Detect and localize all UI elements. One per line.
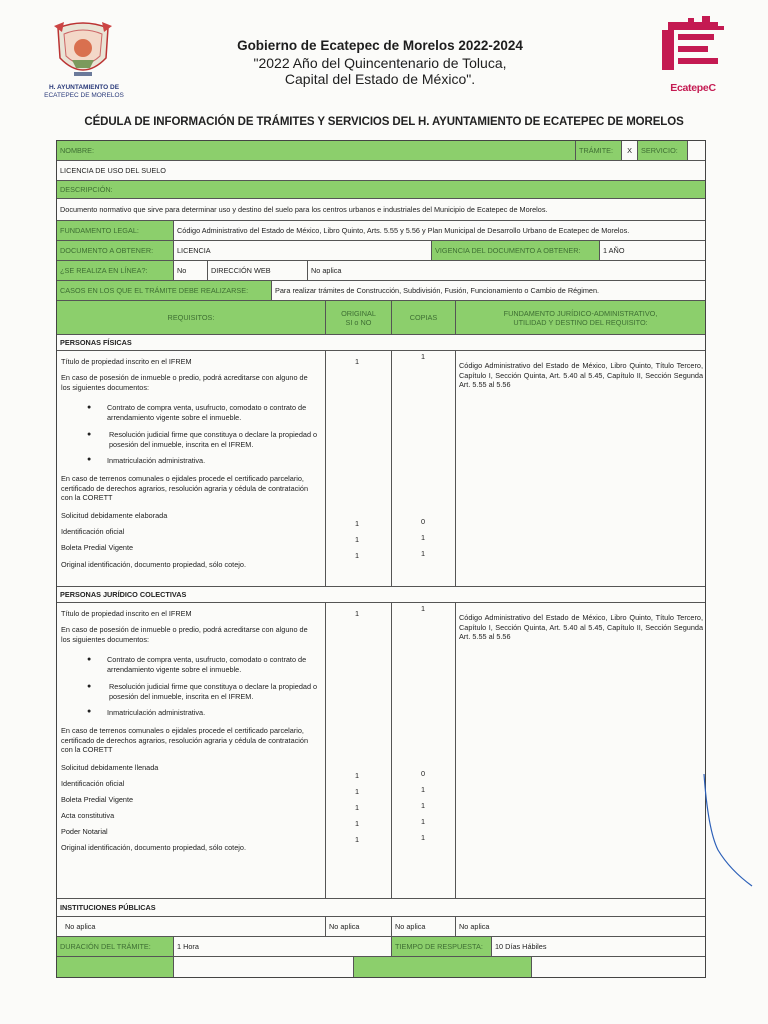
- colectivas-req-boleta: Boleta Predial Vigente: [61, 795, 134, 804]
- section-fisicas: [57, 351, 705, 587]
- fisicas-orig-solicitud: 1: [354, 519, 360, 528]
- colectivas-copy-id: 1: [420, 785, 426, 794]
- colectivas-req-acta: Acta constitutiva: [61, 811, 115, 820]
- instituciones-c4: No aplica: [455, 917, 705, 936]
- bullet-icon: ●: [87, 708, 92, 715]
- col-requisitos: REQUISITOS:: [167, 313, 215, 322]
- duracion-value: 1 Hora: [173, 937, 391, 956]
- row-instituciones: [57, 917, 705, 937]
- fisicas-req-ejidal: En caso de terrenos comunales o ejidales procede el certificado parcelario, certificado de derechos agrarios, resolución agraria y cédula de contratación con la CORETT: [61, 474, 309, 503]
- seal-caption-line1: H. AYUNTAMIENTO DE: [48, 84, 120, 91]
- fisicas-copy-boleta: 1: [420, 549, 426, 558]
- colectivas-fundamento: Código Administrativo del Estado de México, Libro Quinto, Título Tercero, Capítulo I, Sección Quinta, Art. 5.40 al 5.45, Capítulo II, Sección Segunda Art. 5.55 al 5.56: [459, 613, 703, 642]
- municipal-seal: [50, 20, 116, 82]
- section-colectivas: [57, 603, 705, 899]
- fisicas-copy-solicitud: 0: [420, 517, 426, 526]
- row-column-headers: [57, 301, 705, 335]
- colectivas-bullet1: Contrato de compra venta, usufructo, comodato o contrato de arrendamiento vigente sobre el inmueble.: [107, 655, 307, 674]
- respuesta-label: TIEMPO DE RESPUESTA:: [391, 937, 491, 956]
- row-descripcion-label: [57, 181, 705, 199]
- row-linea: [57, 261, 705, 281]
- colectivas-copy-poder: 1: [420, 833, 426, 842]
- fisicas-fundamento: Código Administrativo del Estado de México, Libro Quinto, Título Tercero, Capítulo I, Sección Quinta, Art. 5.40 al 5.45, Capítulo II, Sección Segunda Art. 5.55 al 5.56: [459, 361, 703, 390]
- bottom-cell-1: [57, 957, 173, 977]
- header-line1: Gobierno de Ecatepec de Morelos 2022-2024: [237, 38, 523, 53]
- col-original-line1: ORIGINAL: [341, 308, 376, 318]
- row-duracion: [57, 937, 705, 957]
- logo-icon: [658, 16, 728, 82]
- col-original: [325, 301, 391, 334]
- bullet-icon: ●: [87, 683, 92, 690]
- fisicas-req-posesion: En caso de posesión de inmueble o predio, podrá acreditarse con alguno de los siguientes documentos:: [61, 373, 308, 392]
- casos-text: Para realizar trámites de Construcción, Subdivisión, Fusión, Funcionamiento o Cambio de Régimen.: [271, 281, 705, 300]
- fisicas-req-boleta: Boleta Predial Vigente: [61, 543, 134, 552]
- bullet-icon: ●: [87, 404, 92, 411]
- row-fundamento: [57, 221, 705, 241]
- fisicas-orig-boleta: 1: [354, 551, 360, 560]
- colectivas-req-posesion: En caso de posesión de inmueble o predio, podrá acreditarse con alguno de los siguientes documentos:: [61, 625, 308, 644]
- row-nombre: [57, 141, 705, 161]
- fisicas-copy-id: 1: [420, 533, 426, 542]
- header-line3: Capital del Estado de México".: [284, 71, 476, 87]
- web-value: No aplica: [307, 261, 705, 280]
- servicio-label: SERVICIO:: [637, 141, 689, 160]
- bottom-cell-2: [173, 957, 353, 977]
- colectivas-bullet3: Inmatriculación administrativa.: [107, 708, 206, 717]
- descripcion-text: Documento normativo que sirve para determinar uso y destino del suelo para los centros urbanos e industriales del Municipio de Ecatepec de Morelos.: [60, 205, 548, 214]
- instituciones-c2: No aplica: [325, 917, 391, 936]
- linea-label: ¿SE REALIZA EN LÍNEA?:: [57, 261, 173, 280]
- fisicas-req-solicitud: Solicitud debidamente elaborada: [61, 511, 168, 520]
- colectivas-orig-poder: 1: [354, 835, 360, 844]
- colectivas-req-original: Original identificación, documento propiedad, sólo cotejo.: [61, 843, 246, 852]
- documento-value: LICENCIA: [173, 241, 431, 260]
- instituciones-title: INSTITUCIONES PÚBLICAS: [60, 903, 156, 912]
- servicio-mark[interactable]: [687, 141, 705, 160]
- bottom-cell-3: [353, 957, 531, 977]
- fundamento-label: FUNDAMENTO LEGAL:: [57, 221, 173, 240]
- colectivas-req-titulo: Título de propiedad inscrito en el IFREM: [61, 609, 192, 618]
- fisicas-req-original: Original identificación, documento propiedad, sólo cotejo.: [61, 560, 246, 569]
- row-documento: [57, 241, 705, 261]
- web-label: DIRECCIÓN WEB: [207, 261, 307, 280]
- seal-caption-line2: ECATEPEC DE MORELOS: [44, 91, 124, 99]
- colectivas-copy-solicitud: 0: [420, 769, 426, 778]
- colectivas-orig-solicitud: 1: [354, 771, 360, 780]
- colectivas-orig-acta: 1: [354, 819, 360, 828]
- descripcion-label: DESCRIPCIÓN:: [60, 185, 113, 194]
- bullet-icon: ●: [87, 656, 92, 663]
- colectivas-copy-boleta: 1: [420, 801, 426, 810]
- bottom-cell-4: [531, 957, 705, 977]
- vigencia-value: 1 AÑO: [599, 241, 705, 260]
- row-bottom-empty: [57, 957, 705, 977]
- col-fundamento-line1: FUNDAMENTO JURÍDICO-ADMINISTRATIVO,: [503, 308, 658, 318]
- duracion-label: DURACIÓN DEL TRÁMITE:: [57, 937, 173, 956]
- respuesta-value: 10 Días Hábiles: [491, 937, 705, 956]
- tramite-name: LICENCIA DE USO DEL SUELO: [60, 166, 166, 175]
- row-descripcion: [57, 199, 705, 221]
- nombre-label: NOMBRE:: [60, 146, 95, 155]
- fisicas-bullet3: Inmatriculación administrativa.: [107, 456, 206, 465]
- colectivas-req-solicitud: Solicitud debidamente llenada: [61, 763, 159, 772]
- colectivas-title: PERSONAS JURÍDICO COLECTIVAS: [60, 590, 187, 599]
- documento-label: DOCUMENTO A OBTENER:: [57, 241, 173, 260]
- bullet-icon: ●: [87, 456, 92, 463]
- col-fundamento: [455, 301, 705, 334]
- col-original-line2: SI o NO: [345, 317, 372, 327]
- linea-value: No: [173, 261, 207, 280]
- row-casos: [57, 281, 705, 301]
- fisicas-bullet1: Contrato de compra venta, usufructo, comodato o contrato de arrendamiento vigente sobre el inmueble.: [107, 403, 307, 422]
- vigencia-label: VIGENCIA DEL DOCUMENTO A OBTENER:: [431, 241, 599, 260]
- row-fisicas-title: [57, 335, 705, 351]
- colectivas-copy-acta: 1: [420, 817, 426, 826]
- colectivas-orig-boleta: 1: [354, 803, 360, 812]
- row-instituciones-title: [57, 899, 705, 917]
- colectivas-copy-titulo: 1: [420, 604, 426, 613]
- pen-mark-icon: [700, 770, 760, 890]
- seal-icon: [50, 20, 116, 82]
- colectivas-req-id: Identificación oficial: [61, 779, 125, 788]
- colectivas-orig-titulo: 1: [354, 609, 360, 618]
- fisicas-title: PERSONAS FÍSICAS: [60, 338, 132, 347]
- fisicas-copy-titulo: 1: [420, 352, 426, 361]
- fisicas-orig-titulo: 1: [354, 357, 360, 366]
- header-line2: "2022 Año del Quincentenario de Toluca,: [253, 55, 507, 71]
- instituciones-c3: No aplica: [391, 917, 455, 936]
- casos-label: CASOS EN LOS QUE EL TRÁMITE DEBE REALIZARSE:: [57, 281, 271, 300]
- tramite-label: TRÁMITE:: [575, 141, 621, 160]
- bullet-icon: ●: [87, 431, 92, 438]
- seal-caption: [36, 84, 132, 99]
- colectivas-req-ejidal: En caso de terrenos comunales o ejidales procede el certificado parcelario, certificado de derechos agrarios, resolución agraria y cédula de contratación con la CORETT: [61, 726, 309, 755]
- page-title: CÉDULA DE INFORMACIÓN DE TRÁMITES Y SERVICIOS DEL H. AYUNTAMIENTO DE ECATEPEC DE MORELOS: [84, 116, 684, 128]
- fisicas-req-titulo: Título de propiedad inscrito en el IFREM: [61, 357, 192, 366]
- col-fundamento-line2: UTILIDAD Y DESTINO DEL REQUISITO:: [513, 317, 648, 327]
- col-copias: COPIAS: [391, 301, 455, 334]
- instituciones-c1: No aplica: [65, 922, 96, 931]
- cedula-table: [56, 140, 706, 978]
- fundamento-text: Código Administrativo del Estado de México, Libro Quinto, Arts. 5.55 y 5.56 y Plan Municipal de Desarrollo Urbano de Ecatepec de Morelos.: [173, 221, 705, 240]
- fisicas-bullet2: Resolución judicial firme que constituya o declare la propiedad o posesión del inmueble, inscrita en el IFREM.: [109, 430, 318, 449]
- row-colectivas-title: [57, 587, 705, 603]
- logo-text: EcatepeC: [670, 82, 716, 94]
- colectivas-bullet2: Resolución judicial firme que constituya o declare la propiedad o posesión del inmueble, inscrita en el IFREM.: [109, 682, 318, 701]
- fisicas-orig-id: 1: [354, 535, 360, 544]
- ecatepec-logo: [658, 16, 728, 82]
- tramite-mark[interactable]: X: [621, 141, 637, 160]
- fisicas-req-id: Identificación oficial: [61, 527, 125, 536]
- colectivas-orig-id: 1: [354, 787, 360, 796]
- logo-subtext: [660, 94, 726, 99]
- header-titles: [180, 38, 580, 87]
- colectivas-req-poder: Poder Notarial: [61, 827, 108, 836]
- row-name-value: [57, 161, 705, 181]
